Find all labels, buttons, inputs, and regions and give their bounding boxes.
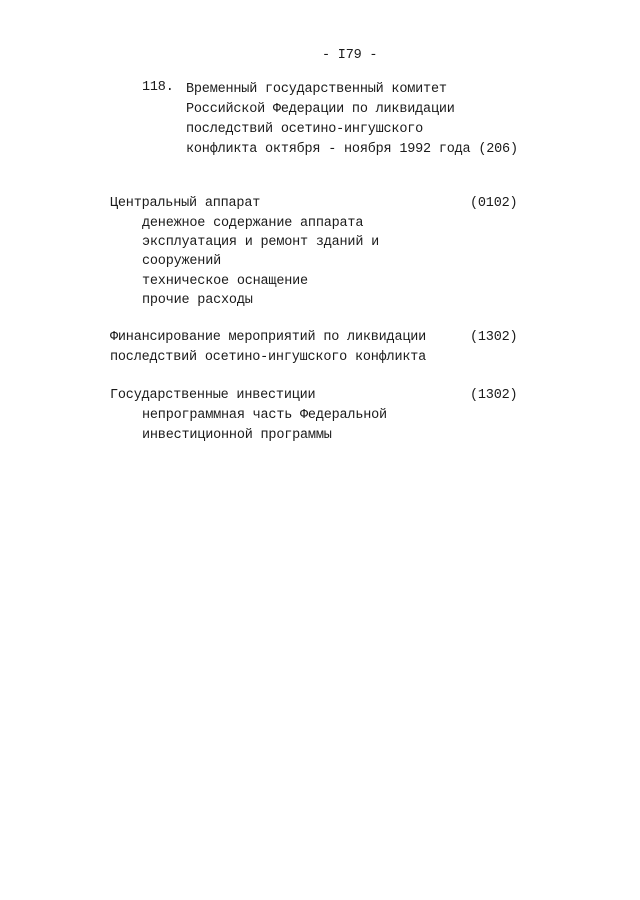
committee-title-line: конфликта октября - ноября 1992 года (206) [186,142,518,157]
committee-title-line: Российской Федерации по ликвидации [186,102,455,117]
section-heading: последствий осетино-ингушского конфликта [110,350,427,365]
section-item: техническое оснащение [142,274,308,289]
section-item: прочие расходы [142,293,253,308]
section-item: денежное содержание аппарата [142,216,364,231]
section-heading: Финансирование мероприятий по ликвидации [110,330,427,345]
committee-number: 118. [142,80,174,95]
section-item: эксплуатация и ремонт зданий и [142,235,380,250]
committee-title [186,80,518,157]
committee-title-line: последствий осетино-ингушского [186,122,424,137]
section-code: (1302) [470,388,518,403]
section-heading: Государственные инвестиции [110,388,316,403]
section-code: (0102) [470,196,518,211]
section-code: (1302) [470,330,518,345]
section-item: сооружений [142,254,222,269]
section-item: инвестиционной программы [142,428,332,443]
committee-title-line: Временный государственный комитет [186,82,447,97]
section-heading: Центральный аппарат [110,196,261,211]
section-item: непрограммная часть Федеральной [142,408,387,423]
page-number: - I79 - [322,48,378,63]
